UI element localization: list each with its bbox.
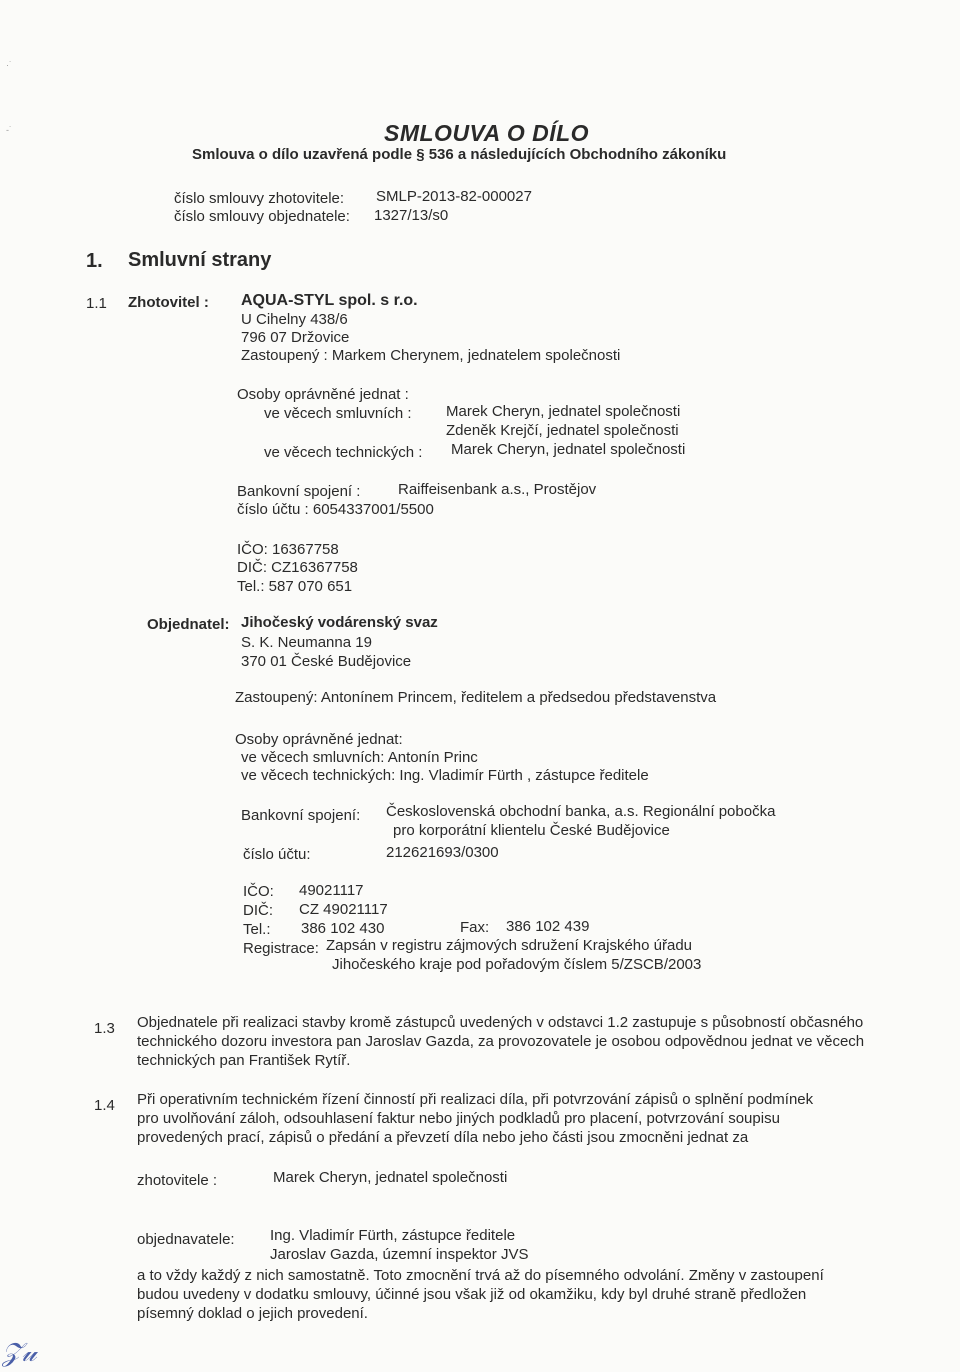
client-dic-label: DIČ: — [243, 902, 273, 919]
contractor-street: U Cihelny 438/6 — [241, 311, 348, 328]
client-tel: 386 102 430 — [301, 920, 385, 937]
technical-person: Marek Cheryn, jednatel společnosti — [451, 441, 686, 458]
client-registration-line2: Jihočeského kraje pod pořadovým číslem 5/ZSCB/2003 — [332, 956, 702, 973]
client-role-label: Objednatel: — [147, 616, 230, 633]
client-tel-label: Tel.: — [243, 921, 271, 938]
handwritten-initials-mark: 𝒵𝓊 — [2, 1338, 37, 1368]
client-street: S. K. Neumanna 19 — [241, 634, 372, 651]
client-dic: CZ 49021117 — [299, 901, 388, 918]
clause-number: 1.1 — [86, 295, 107, 312]
authorized-client-person-2: Jaroslav Gazda, územní inspektor JVS — [270, 1246, 529, 1263]
authorized-client-label: objednavatele: — [137, 1231, 235, 1248]
contract-matters-label: ve věcech smluvních : — [264, 405, 412, 422]
document-subtitle: Smlouva o dílo uzavřená podle § 536 a následujících Obchodního zákoníku — [192, 146, 727, 163]
client-ico-label: IČO: — [243, 883, 274, 900]
contractor-bank: Raiffeisenbank a.s., Prostějov — [398, 481, 597, 498]
client-account: 212621693/0300 — [386, 844, 499, 861]
authorized-contractor-person: Marek Cheryn, jednatel společnosti — [273, 1169, 508, 1186]
document-title: SMLOUVA O DÍLO — [384, 120, 590, 146]
clause-number: 1.4 — [94, 1097, 115, 1114]
authorized-client-person-1: Ing. Vladimír Fürth, zástupce ředitele — [270, 1227, 516, 1244]
section-number: 1. — [86, 250, 103, 272]
client-bank-line1: Československá obchodní banka, a.s. Regionální pobočka — [386, 803, 776, 820]
client-fax-label: Fax: — [460, 919, 490, 936]
clause-1-4-text: Při operativním technickém řízení činností při realizaci díla, při potvrzování zápisů o splnění podmínek pro uvolňování záloh, odsouhlasení faktur nebo jiných podkladů pro placení, potvrzování soupisu provedených prací, zápisů o předání a převzetí díla nebo jeho části jsou zmocněni jednat za — [137, 1091, 814, 1146]
contractor-contract-number: SMLP-2013-82-000027 — [376, 188, 532, 205]
clause-number: 1.3 — [94, 1020, 115, 1037]
client-ico: 49021117 — [299, 882, 364, 899]
contract-person-2: Zdeněk Krejčí, jednatel společnosti — [446, 422, 679, 439]
contractor-bank-label: Bankovní spojení : — [237, 483, 361, 500]
contractor-ico: IČO: 16367758 — [237, 541, 339, 558]
contractor-name: AQUA-STYL spol. s r.o. — [241, 292, 418, 309]
client-registration-line1: Zapsán v registru zájmových sdružení Krajského úřadu — [326, 937, 693, 954]
contractor-represented: Zastoupený : Markem Cherynem, jednatelem společnosti — [241, 347, 621, 364]
scan-mark: -˙ — [6, 125, 12, 135]
client-authorized-label: Osoby oprávněné jednat: — [235, 731, 403, 748]
contractor-authorized-label: Osoby oprávněné jednat : — [237, 386, 409, 403]
section-title: Smluvní strany — [128, 249, 272, 271]
contractor-dic: DIČ: CZ16367758 — [237, 559, 358, 576]
client-name: Jihočeský vodárenský svaz — [241, 614, 438, 631]
contractor-city: 796 07 Držovice — [241, 329, 350, 346]
client-bank-line2: pro korporátní klientelu České Budějovice — [393, 822, 670, 839]
contractor-contract-number-label: číslo smlouvy zhotovitele: — [174, 190, 345, 207]
scan-mark: ·˙ — [6, 60, 12, 70]
contractor-tel: Tel.: 587 070 651 — [237, 578, 353, 595]
client-contract-number-label: číslo smlouvy objednatele: — [174, 208, 350, 225]
client-fax: 386 102 439 — [506, 918, 590, 935]
contract-person-1: Marek Cheryn, jednatel společnosti — [446, 403, 681, 420]
client-technical-matters: ve věcech technických: Ing. Vladimír Fürth , zástupce ředitele — [241, 767, 649, 784]
contractor-account: číslo účtu : 6054337001/5500 — [237, 501, 434, 518]
contractor-role-label: Zhotovitel : — [128, 294, 209, 311]
client-city: 370 01 České Budějovice — [241, 653, 412, 670]
client-represented: Zastoupený: Antonínem Princem, ředitelem a předsedou představenstva — [235, 689, 717, 706]
client-contract-matters: ve věcech smluvních: Antonín Princ — [241, 749, 478, 766]
client-registration-label: Registrace: — [243, 940, 319, 957]
client-bank-label: Bankovní spojení: — [241, 807, 361, 824]
authorized-contractor-label: zhotovitele : — [137, 1172, 218, 1189]
technical-matters-label: ve věcech technických : — [264, 444, 423, 461]
client-account-label: číslo účtu: — [243, 846, 311, 863]
client-contract-number: 1327/13/s0 — [374, 207, 449, 224]
clause-1-3-text: Objednatele při realizaci stavby kromě zástupců uvedených v odstavci 1.2 zastupuje s působností občasného technického dozoru investora pan Jaroslav Gazda, za provozovatele je osobou odpovědnou jednat ve věcech technických pan František Rytíř. — [137, 1014, 865, 1069]
clause-1-4-closing: a to vždy každý z nich samostatně. Toto zmocnění trvá až do písemného odvolání. Změny v zastoupení budou uvedeny v dodatku smlouvy, účinné jsou však již od okamžiku, kdy byl druhé straně předložen písemný doklad o jejich provedení. — [137, 1267, 824, 1322]
